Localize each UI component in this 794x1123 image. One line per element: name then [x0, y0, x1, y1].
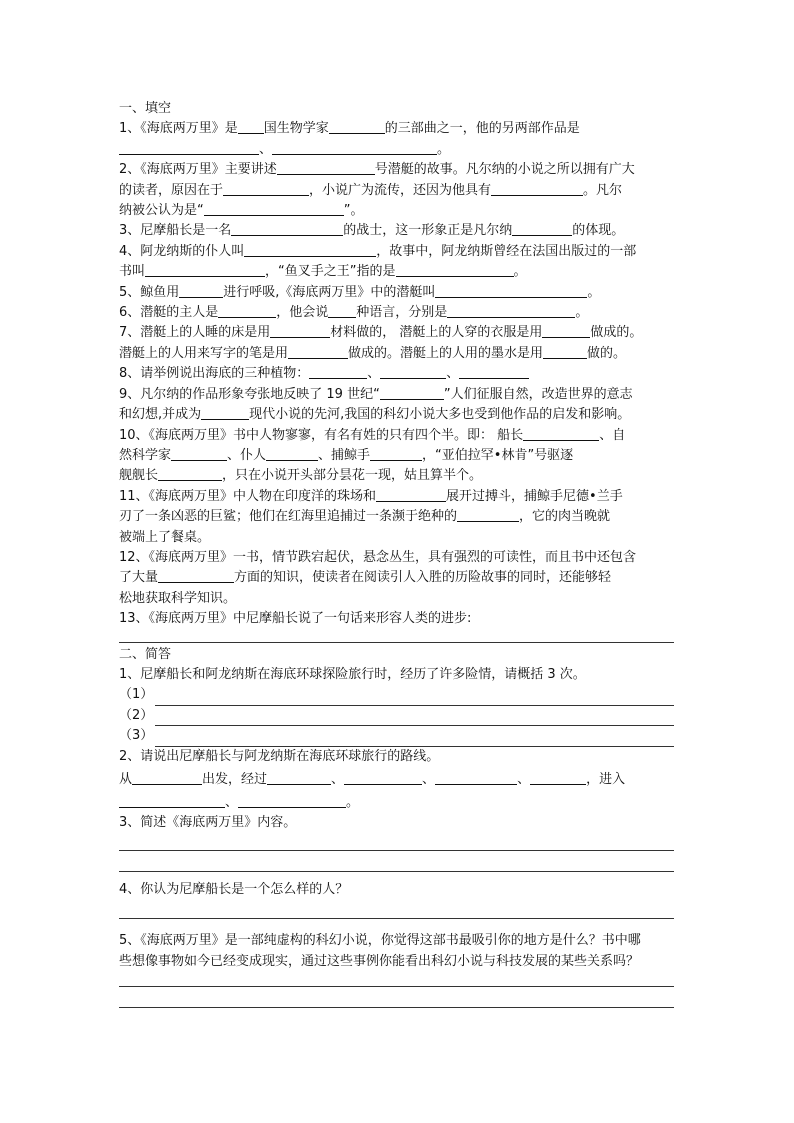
- answer-line[interactable]: [119, 642, 674, 643]
- blank[interactable]: [523, 426, 599, 441]
- section-1-title: 一、填空: [119, 101, 172, 116]
- worksheet: [119, 99, 674, 1008]
- q10-line3: 舰舰长 ，只在小说开头部分昙花一现，姑且算半个。: [119, 468, 483, 484]
- blank[interactable]: [435, 770, 517, 785]
- q1-line1: 1、《海底两万里》是 国生物学家 的三部曲之一，他的另两部作品是: [119, 121, 580, 137]
- answer-line[interactable]: [155, 711, 674, 726]
- blank[interactable]: [238, 119, 264, 134]
- s2-q2-line2: 、 。: [119, 793, 674, 813]
- blank[interactable]: [376, 487, 446, 502]
- q10-line1: 10、《海底两万里》书中人物寥寥，有名有姓的只有四个半。即： 船长 、自: [119, 427, 626, 443]
- blank[interactable]: [542, 323, 590, 338]
- q6-line1: 6、潜艇的主人是 ，他会说 种语言，分别是 。: [119, 305, 589, 321]
- q2-line2: 的读者，原因在于 ，小说广为流传，还因为他具有 。凡尔: [119, 182, 623, 198]
- q11-line1: 11、《海底两万里》中人物在印度洋的珠场和 展开过搏斗，捕鲸手尼德•兰手: [119, 488, 623, 504]
- blank[interactable]: [231, 221, 343, 236]
- section-2-title: 二、简答: [119, 646, 172, 662]
- blank[interactable]: [223, 181, 309, 196]
- blank[interactable]: [309, 364, 367, 379]
- q7-line2: 潜艇上的人用来写字的笔是用 做成的。潜艇上的人用的墨水是用 做的。: [119, 345, 627, 361]
- s2-q4-prompt: 4、你认为尼摩船长是一个怎么样的人？: [119, 881, 349, 897]
- q4-line1: 4、阿龙纳斯的仆人叫 ，故事中，阿龙纳斯曾经在法国出版过的一部: [119, 243, 637, 259]
- s2-q3-prompt: 3、简述《海底两万里》内容。: [119, 815, 297, 831]
- q13-line1: 13、《海底两万里》中尼摩船长说了一句话来形容人类的进步:: [119, 611, 472, 627]
- q2-line1: 2、《海底两万里》主要讲述 号潜艇的故事。凡尔纳的小说之所以拥有广大: [119, 162, 635, 178]
- blank[interactable]: [396, 262, 514, 277]
- s2-q5-line2: 些想像事物如今已经变成现实，通过这些事例你能看出科幻小说与科技发展的某些关系吗？: [119, 953, 640, 969]
- blank[interactable]: [457, 507, 519, 522]
- blank[interactable]: [447, 303, 575, 318]
- blank[interactable]: [380, 385, 444, 400]
- blank[interactable]: [179, 283, 223, 298]
- q11-line2: 刃了一条凶恶的巨鲨；他们在红海里追捕过一条濒于绝种的 ，它的肉当晚就: [119, 509, 611, 525]
- blank[interactable]: [329, 119, 385, 134]
- blank[interactable]: [344, 770, 422, 785]
- q9-line2: 和幻想,并成为 现代小说的先河,我国的科幻小说大多也受到他作品的启发和影响。: [119, 407, 631, 423]
- answer-line[interactable]: [119, 871, 674, 872]
- blank[interactable]: [204, 201, 344, 216]
- blank[interactable]: [288, 344, 348, 359]
- s2-q1-answer-2: （2）: [119, 706, 674, 726]
- s2-q2-prompt: 2、请说出尼摩船长与阿龙纳斯在海底环球旅行的路线。: [119, 748, 440, 764]
- blank[interactable]: [370, 446, 422, 461]
- blank[interactable]: [459, 364, 529, 379]
- blank[interactable]: [272, 140, 437, 155]
- blank[interactable]: [158, 466, 222, 481]
- s2-q1-answer-3: （3）: [119, 726, 674, 746]
- blank[interactable]: [328, 303, 356, 318]
- q1-line2: 、 。: [119, 140, 674, 160]
- s2-q1-prompt: 1、尼摩船长和阿龙纳斯在海底环球探险旅行时，经历了许多险情，请概括 3 次。: [119, 666, 586, 682]
- blank[interactable]: [119, 793, 225, 808]
- blank[interactable]: [119, 140, 259, 155]
- blank[interactable]: [491, 181, 583, 196]
- blank[interactable]: [530, 770, 586, 785]
- q8-line1: 8、请举例说出海底的三种植物： 、 、: [119, 364, 674, 384]
- q2-line3: 纳被公认为是“ ”。: [119, 203, 364, 219]
- blank[interactable]: [266, 446, 318, 461]
- blank[interactable]: [543, 344, 587, 359]
- q3-line1: 3、尼摩船长是一名 的战士，这一形象正是凡尔纳 的体现。: [119, 223, 625, 239]
- blank[interactable]: [218, 303, 276, 318]
- q12-line2: 了大量 方面的知识，使读者在阅读引人入胜的历险故事的同时，还能够轻: [119, 570, 612, 586]
- blank[interactable]: [277, 160, 375, 175]
- blank[interactable]: [512, 221, 572, 236]
- blank[interactable]: [435, 283, 587, 298]
- blank[interactable]: [270, 323, 330, 338]
- answer-line[interactable]: [155, 691, 674, 706]
- blank[interactable]: [267, 770, 331, 785]
- blank[interactable]: [132, 770, 202, 785]
- answer-line[interactable]: [119, 850, 674, 851]
- q12-line1: 12、《海底两万里》一书，情节跌宕起伏，悬念丛生，具有强烈的可读性，而且书中还包含: [119, 549, 637, 565]
- answer-line[interactable]: [119, 1007, 674, 1008]
- q10-line2: 然科学家 、仆人 、捕鲸手 ，“亚伯拉罕•林肯”号驱逐: [119, 447, 574, 463]
- blank[interactable]: [201, 405, 249, 420]
- blank[interactable]: [158, 568, 234, 583]
- q5-line1: 5、鲸鱼用 进行呼吸,《海底两万里》中的潜艇叫 。: [119, 284, 601, 300]
- blank[interactable]: [145, 262, 265, 277]
- s2-q1-answer-1: （1）: [119, 685, 674, 705]
- q11-line3: 被端上了餐桌。: [119, 529, 211, 545]
- q7-line1: 7、潜艇上的人睡的床是用 材料做的， 潜艇上的人穿的衣服是用 做成的。: [119, 325, 643, 341]
- s2-q2-line1: 从 出发，经过 、 、 、 ，进入: [119, 772, 626, 787]
- answer-line[interactable]: [119, 918, 674, 919]
- s2-q5-line1: 5、《海底两万里》是一部纯虚构的科幻小说，你觉得这部书最吸引你的地方是什么？书中哪: [119, 933, 641, 949]
- blank[interactable]: [380, 364, 446, 379]
- blank[interactable]: [238, 793, 346, 808]
- answer-line[interactable]: [119, 986, 674, 987]
- q12-line3: 松地获取科学知识。: [119, 590, 237, 606]
- answer-line[interactable]: [155, 732, 674, 747]
- q9-line1: 9、凡尔纳的作品形象夸张地反映了 19 世纪“ ”人们征服自然，改造世界的意志: [119, 386, 633, 402]
- blank[interactable]: [244, 242, 376, 257]
- q4-line2: 书叫 ，“鱼叉手之王”指的是 。: [119, 264, 527, 280]
- blank[interactable]: [171, 446, 227, 461]
